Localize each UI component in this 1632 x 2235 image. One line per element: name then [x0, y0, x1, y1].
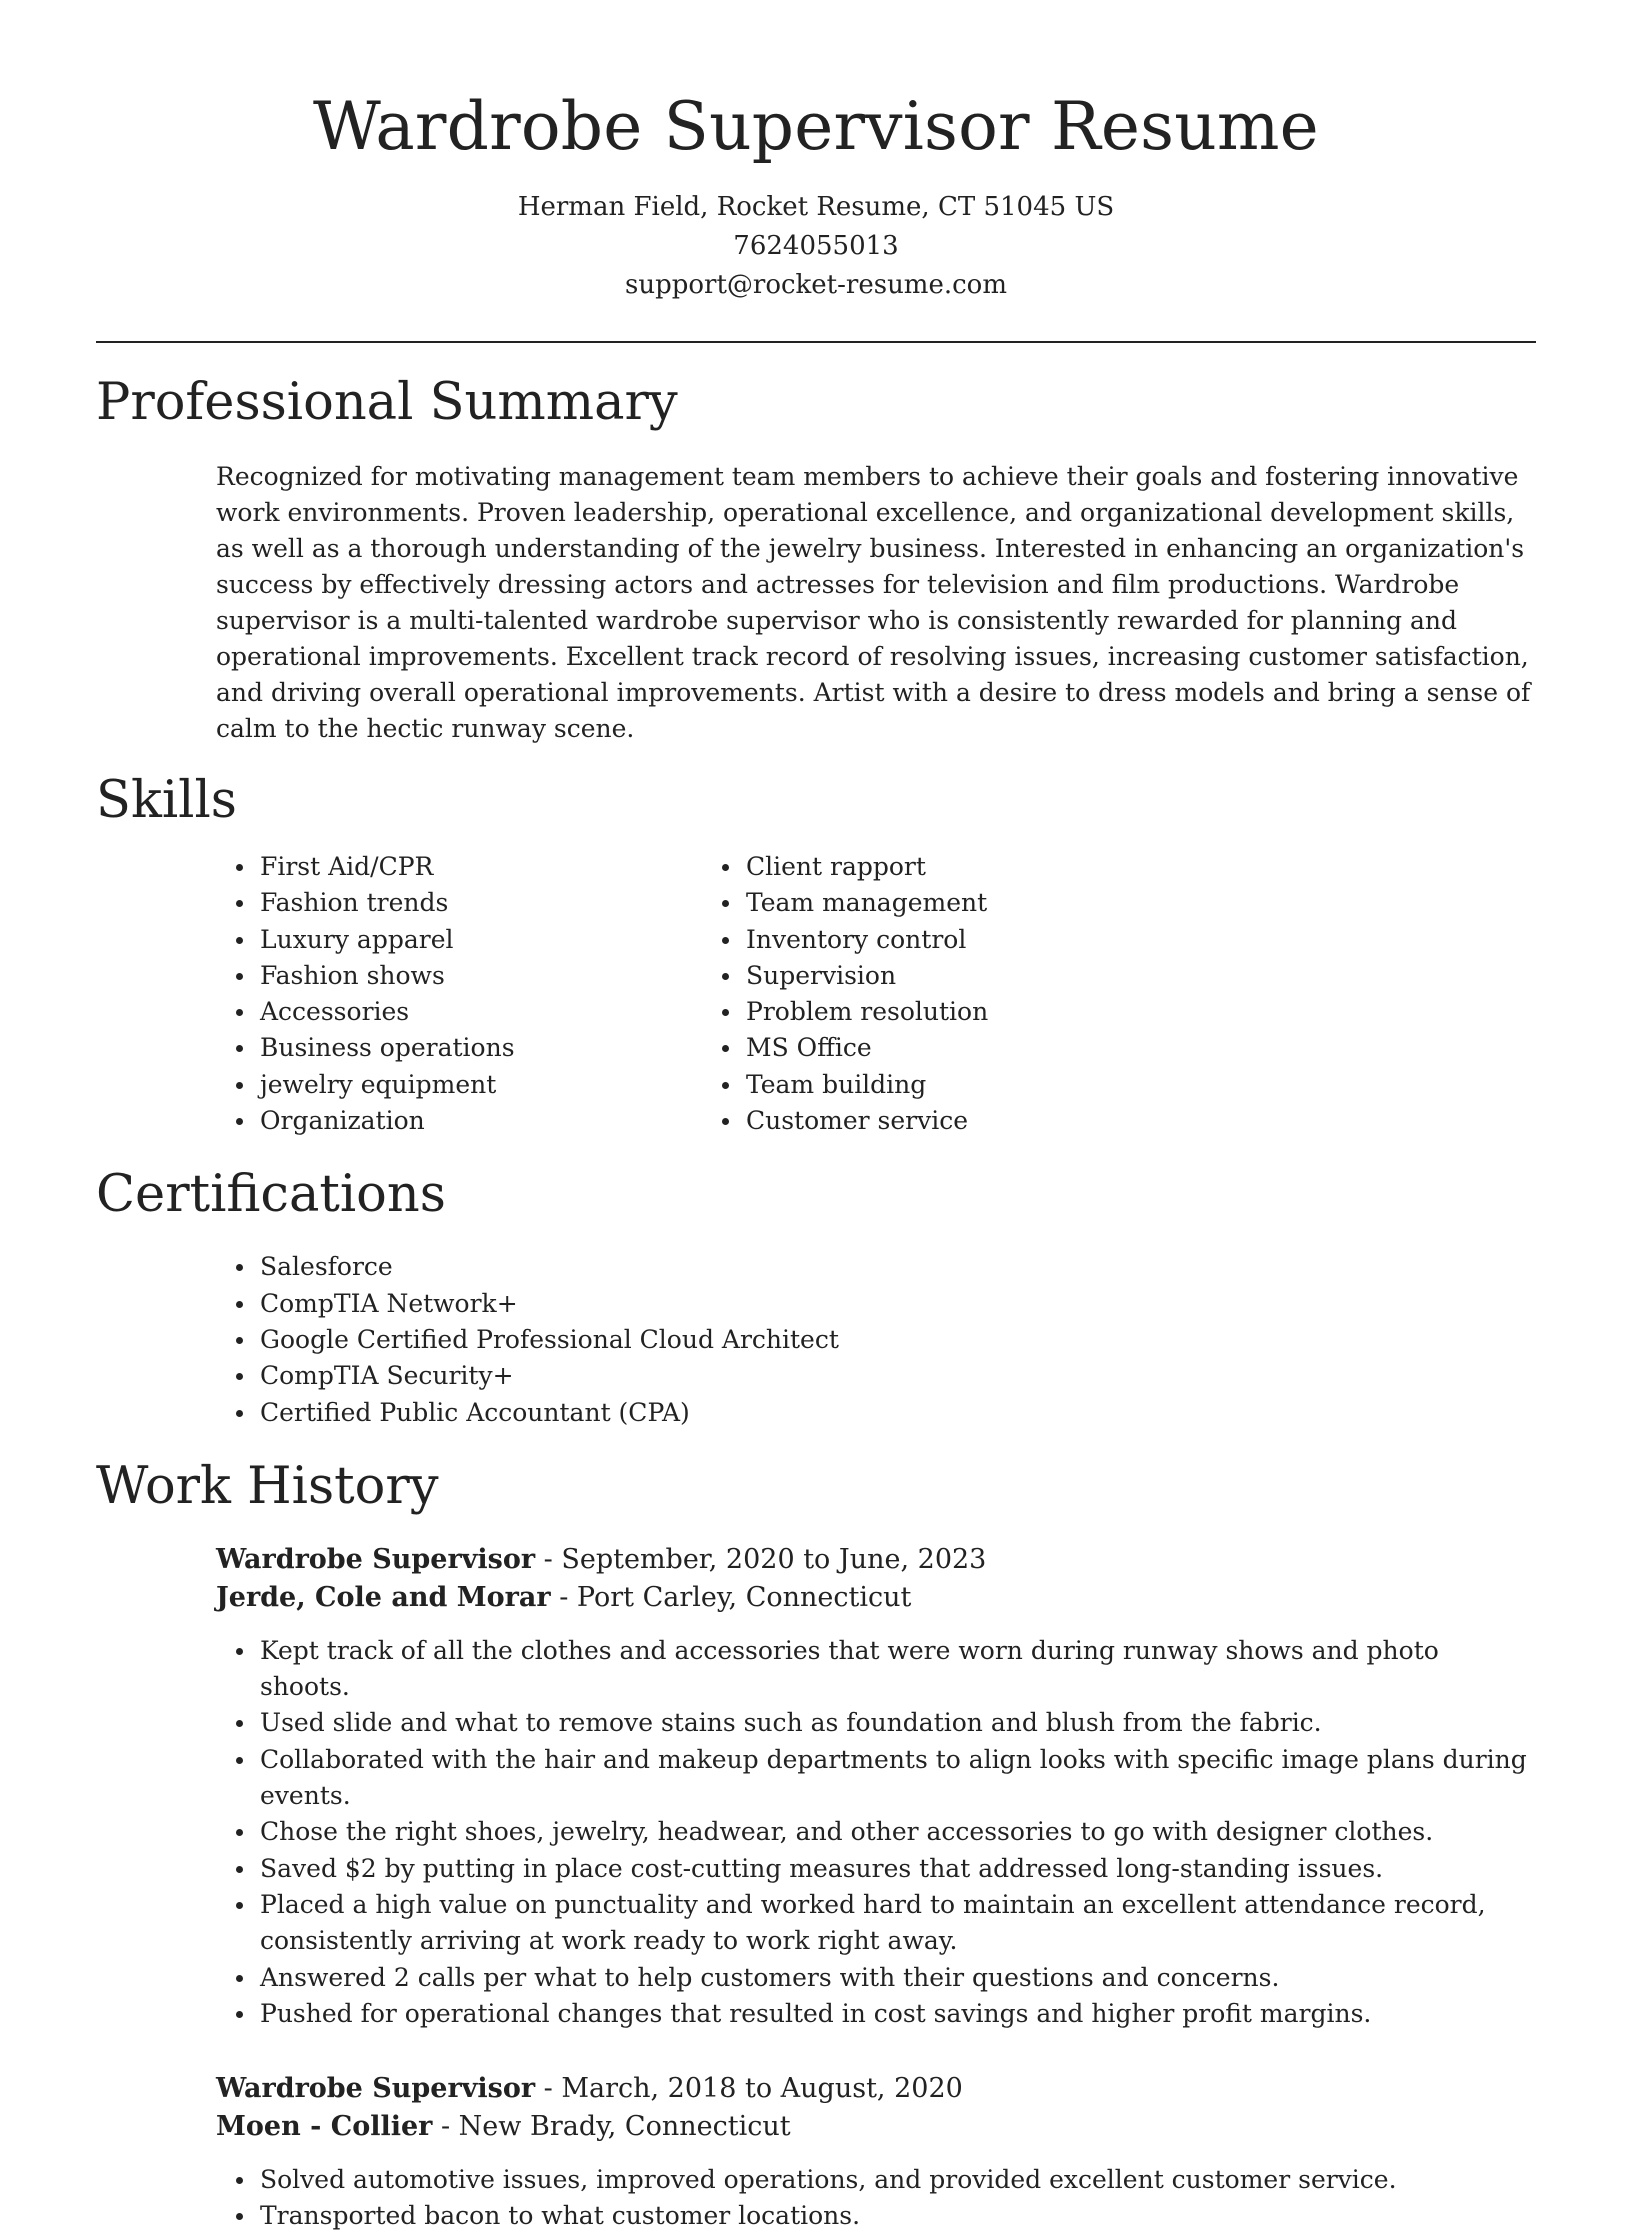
- certification-item: CompTIA Security+: [260, 1358, 1536, 1394]
- job-bullet: Saved $2 by putting in place cost-cutting measures that addressed long-standing issues.: [260, 1851, 1536, 1887]
- job-bullet: Transported bacon to what customer locations.: [260, 2198, 1536, 2234]
- job-title-line: [216, 2070, 1536, 2108]
- job-bullets: [216, 1633, 1536, 2032]
- certifications-list: [96, 1249, 1536, 1430]
- skill-item: Customer service: [746, 1103, 1396, 1139]
- job-company-line: [216, 1579, 1536, 1617]
- skill-item: Inventory control: [746, 922, 1396, 958]
- certification-item: Salesforce: [260, 1249, 1536, 1285]
- job-bullet: Pushed for operational changes that resulted in cost savings and higher profit margins.: [260, 1996, 1536, 2032]
- job-bullet: Answered 2 calls per what to help customers with their questions and concerns.: [260, 1960, 1536, 1996]
- job-dates: - September, 2020 to June, 2023: [535, 1543, 987, 1575]
- job-dates: - March, 2018 to August, 2020: [535, 2073, 963, 2105]
- job-company-line: [216, 2108, 1536, 2146]
- skill-item: Fashion trends: [260, 885, 746, 921]
- job-entry: [216, 1541, 1536, 2032]
- job-bullet: Collaborated with the hair and makeup departments to align looks with specific image plans during events.: [260, 1742, 1536, 1815]
- job-entry: [216, 2070, 1536, 2235]
- job-bullet: Chose the right shoes, jewelry, headwear, and other accessories to go with designer clothes.: [260, 1814, 1536, 1850]
- job-bullet: Kept track of all the clothes and accessories that were worn during runway shows and photo shoots.: [260, 1633, 1536, 1706]
- job-title: Wardrobe Supervisor: [216, 2073, 536, 2105]
- contact-phone: 7624055013: [733, 231, 899, 261]
- skill-item: Luxury apparel: [260, 922, 746, 958]
- contact-address: Herman Field, Rocket Resume, CT 51045 US: [517, 192, 1115, 222]
- certification-item: Certified Public Accountant (CPA): [260, 1395, 1536, 1431]
- skills-heading: Skills: [96, 771, 237, 830]
- resume-header: [96, 0, 1536, 305]
- skills-column-right: [746, 849, 1396, 1139]
- job-title-line: [216, 1541, 1536, 1579]
- summary-heading: Professional Summary: [96, 373, 678, 432]
- certifications-heading: Certifications: [96, 1165, 446, 1225]
- certification-item: Google Certified Professional Cloud Architect: [260, 1322, 1536, 1358]
- job-company: Jerde, Cole and Morar: [216, 1581, 551, 1613]
- skill-item: Team building: [746, 1067, 1396, 1103]
- job-title: Wardrobe Supervisor: [216, 1543, 536, 1575]
- work-history-heading: Work History: [96, 1456, 439, 1516]
- summary-text: Recognized for motivating management team members to achieve their goals and fostering innovative work environments. Proven leadership, operational excellence, and organizational development skills, as well as a thorough understanding of the jewelry business. Interested in enhancing an organization's success by effectively dressing actors and actresses for television and film productions. Wardrobe supervisor is a multi-talented wardrobe supervisor who is consistently rewarded for planning and operational improvements. Excellent track record of resolving issues, increasing customer satisfaction, and driving overall operational improvements. Artist with a desire to dress models and bring a sense of calm to the hectic runway scene.: [216, 462, 1531, 743]
- skill-item: Fashion shows: [260, 958, 746, 994]
- skills-column-left: [96, 849, 746, 1139]
- skill-item: Problem resolution: [746, 994, 1396, 1030]
- skill-item: Client rapport: [746, 849, 1396, 885]
- job-bullets: [216, 2162, 1536, 2235]
- skill-item: Supervision: [746, 958, 1396, 994]
- skill-item: jewelry equipment: [260, 1067, 746, 1103]
- skill-item: Organization: [260, 1103, 746, 1139]
- job-location: - New Brady, Connecticut: [432, 2111, 791, 2143]
- resume-title: Wardrobe Supervisor Resume: [313, 88, 1319, 165]
- job-location: - Port Carley, Connecticut: [550, 1581, 912, 1613]
- skill-item: MS Office: [746, 1030, 1396, 1066]
- skill-item: Accessories: [260, 994, 746, 1030]
- skill-item: Business operations: [260, 1030, 746, 1066]
- job-bullet: Placed a high value on punctuality and worked hard to maintain an excellent attendance record, consistently arriving at work ready to work right away.: [260, 1887, 1536, 1960]
- skills-grid: [96, 849, 1536, 1139]
- header-divider: [96, 341, 1536, 343]
- skill-item: Team management: [746, 885, 1396, 921]
- job-bullet: Solved automotive issues, improved operations, and provided excellent customer service.: [260, 2162, 1536, 2198]
- certification-item: CompTIA Network+: [260, 1286, 1536, 1322]
- job-bullet: Used slide and what to remove stains such as foundation and blush from the fabric.: [260, 1705, 1536, 1741]
- skill-item: First Aid/CPR: [260, 849, 746, 885]
- contact-email: support@rocket-resume.com: [624, 270, 1007, 300]
- resume-page: [96, 0, 1536, 2235]
- job-company: Moen - Collier: [216, 2111, 433, 2143]
